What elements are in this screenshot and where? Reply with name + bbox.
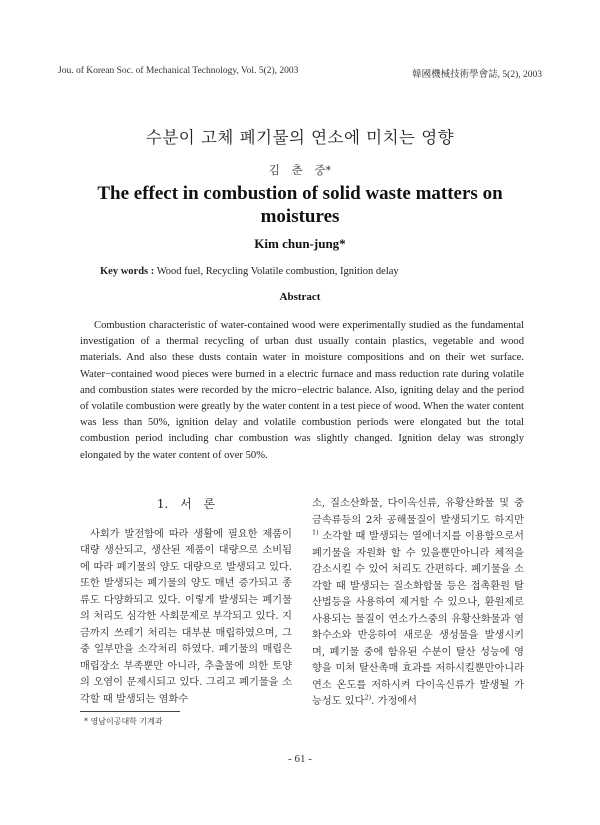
abstract-paragraph: Combustion characteristic of water-contained wood were experimentally studied as the fundamental investigation of a thermal recycling of urban dust usually contain plastics, vegetable and wood materials. And also these dusts contain water in moisture compositions and on their wet surface. Water−contained wood pieces were burned in a electric furnace and mass reduction rate during volatile and combustion states were recorded by the micro−electric balance. Also, igniting delay and the period of volatile combustion were greatly by the water content in a test piece of wood. When the water content was less than 50%, ignition delay and volatile combustion periods were elongated but the total combustion period including char combustion was slightly changed. Ignition delay was strongly elongated by the water content of over 50%. — [80, 320, 524, 461]
journal-citation-ko: 韓國機械技術學會誌, 5(2), 2003 — [412, 70, 542, 80]
paper-title-korean: 수분이 고체 폐기물의 연소에 미치는 영향 — [145, 128, 455, 147]
author-name-english: Kim chun-jung* — [254, 236, 346, 251]
intro-text-part3: . 가정에서 — [371, 696, 417, 707]
body-column-right — [312, 496, 524, 711]
abstract-heading: Abstract — [279, 291, 321, 303]
running-header — [58, 66, 542, 80]
journal-citation-en: Jou. of Korean Soc. of Mechanical Technology, Vol. 5(2), 2003 — [58, 66, 299, 76]
paper-title-english: The effect in combustion of solid waste matters on moistures — [97, 183, 503, 227]
page-number: - 61 - — [288, 753, 312, 765]
keywords-label: Key words : — [100, 266, 155, 277]
intro-text-part2: 소각할 때 발생되는 열에너지를 이용함으로서 폐기물을 자원화 할 수 있을뿐만아니라 체적을 감소시킬 수 있어 처리도 간편하다. 폐기물을 소각할 때 발생되는 질소화합물 등은 접촉환원 탈산법등을 사용하여 제거할 수 있으나, 환원제로 사용되는 물질이 연소가스중의 유황산화물과 염화수소와 반응하여 새로운 생성물을 발생시키며, 폐기물 중에 함유된 수분이 탈산 성능에 영향을 미쳐 탈산촉매 효과를 저하시킬뿐만아니라 연소 온도를 저하시켜 다이옥신류가 발생될 가능성도 있다 — [312, 531, 524, 707]
intro-paragraph-right — [312, 496, 524, 711]
footnote-divider — [80, 711, 180, 712]
section-heading-introduction: 1. 서 론 — [156, 497, 216, 511]
keywords — [100, 266, 540, 277]
author-name-korean: 김 춘 중* — [268, 163, 332, 177]
author-affiliation-footnote: * 영남이공대학 기계과 — [84, 717, 163, 726]
citation-1: 1) — [312, 528, 319, 537]
intro-paragraph-left: 사회가 발전함에 따라 생활에 필요한 제품이 대량 생산되고, 생산된 제품이 대량으로 소비됨에 따라 폐기물의 양도 대량으로 발생되고 있다. 또한 발생되는 폐기물의 양도 매년 증가되고 종류도 다양화되고 있다. 이렇게 발생되는 폐기물의 처리도 심각한 사회문제로 부각되고 있다. 지금까지 쓰레기 처리는 대부분 매립하였으며, 그중 일부만을 소각처리 하였다. 폐기물의 매립은 매립장소 부족뿐만 아니라, 추출물에 의한 토양의 오염이 문제시되고 있다. 그리고 폐기물을 소각할 때 발생되는 염화수 — [80, 528, 292, 705]
citation-2: 2) — [364, 693, 372, 702]
keywords-text: Wood fuel, Recycling Volatile combustion, Ignition delay — [156, 266, 399, 277]
body-column-left — [80, 496, 292, 708]
abstract-body — [80, 318, 524, 464]
intro-text-part1: 소, 질소산화물, 다이옥신류, 유황산화물 및 중금속류등의 2차 공해물질이 발생되기도 하지만 — [312, 498, 524, 526]
